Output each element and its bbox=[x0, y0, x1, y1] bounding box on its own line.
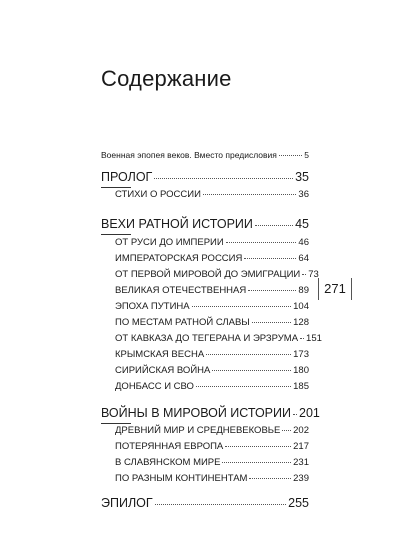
toc-chapter-page: 128 bbox=[293, 317, 309, 328]
dot-leader bbox=[249, 478, 291, 479]
dot-leader bbox=[226, 242, 297, 243]
toc-chapter-label: ЭПОХА ПУТИНА bbox=[115, 301, 190, 312]
toc-chapter-page: 217 bbox=[293, 441, 309, 452]
toc-chapter-label: ОТ РУСИ ДО ИМПЕРИИ bbox=[115, 237, 224, 248]
toc-section-prologue bbox=[101, 170, 309, 184]
dot-leader bbox=[293, 414, 297, 415]
dot-leader bbox=[225, 446, 291, 447]
toc-section-epilogue bbox=[101, 496, 309, 510]
toc-chapter-page: 73 bbox=[308, 269, 319, 280]
toc-chapter bbox=[115, 349, 309, 360]
dot-leader bbox=[300, 338, 304, 339]
dot-leader bbox=[282, 430, 291, 431]
toc-chapter-label: ПО МЕСТАМ РАТНОЙ СЛАВЫ bbox=[115, 317, 250, 328]
toc-chapter-page: 104 bbox=[293, 301, 309, 312]
toc-section-page: 35 bbox=[295, 170, 309, 184]
toc-chapter-label: СИРИЙСКАЯ ВОЙНА bbox=[115, 365, 211, 376]
toc-chapter bbox=[115, 269, 319, 280]
toc-chapter-page: 180 bbox=[293, 365, 309, 376]
toc-chapter bbox=[115, 333, 322, 344]
section-divider bbox=[101, 234, 131, 235]
page-number: 271 bbox=[318, 278, 352, 300]
toc-chapter-page: 231 bbox=[293, 457, 309, 468]
toc-entry-page: 5 bbox=[304, 150, 309, 160]
toc-chapter-page: 202 bbox=[293, 425, 309, 436]
toc-chapter bbox=[115, 441, 309, 452]
dot-leader bbox=[196, 386, 291, 387]
toc-chapter bbox=[115, 253, 309, 264]
toc-section-label: ВЕХИ РАТНОЙ ИСТОРИИ bbox=[101, 217, 253, 231]
toc-section-label: ВОЙНЫ В МИРОВОЙ ИСТОРИИ bbox=[101, 406, 291, 420]
toc-section-label: ЭПИЛОГ bbox=[101, 496, 153, 510]
toc-chapter bbox=[115, 457, 309, 468]
toc-chapter-page: 151 bbox=[306, 333, 322, 344]
dot-leader bbox=[255, 225, 293, 226]
dot-leader bbox=[302, 274, 306, 275]
toc-entry-label: Военная эпопея веков. Вместо предисловия bbox=[101, 150, 277, 160]
toc-section-page: 201 bbox=[299, 406, 320, 420]
toc-chapter bbox=[115, 189, 309, 200]
dot-leader bbox=[244, 258, 296, 259]
dot-leader bbox=[212, 370, 291, 371]
toc-chapter-page: 173 bbox=[293, 349, 309, 360]
toc-chapter-label: ПО РАЗНЫМ КОНТИНЕНТАМ bbox=[115, 473, 248, 484]
toc-chapter-page: 64 bbox=[298, 253, 309, 264]
toc-chapter bbox=[115, 381, 309, 392]
toc-chapter-label: ОТ ПЕРВОЙ МИРОВОЙ ДО ЭМИГРАЦИИ bbox=[115, 269, 301, 280]
dot-leader bbox=[154, 178, 293, 179]
toc-chapter-label: ДРЕВНИЙ МИР И СРЕДНЕВЕКОВЬЕ bbox=[115, 425, 281, 436]
dot-leader bbox=[192, 306, 292, 307]
dot-leader bbox=[222, 462, 291, 463]
toc-section-world-wars bbox=[101, 406, 320, 420]
toc-chapter bbox=[115, 301, 309, 312]
dot-leader bbox=[203, 194, 297, 195]
toc-chapter-label: ДОНБАСС И СВО bbox=[115, 381, 194, 392]
toc-chapter-page: 36 bbox=[298, 189, 309, 200]
section-divider bbox=[101, 187, 131, 188]
toc-chapter bbox=[115, 317, 309, 328]
toc-chapter bbox=[115, 285, 309, 296]
toc-entry-preface bbox=[101, 150, 309, 160]
toc-chapter-label: ОТ КАВКАЗА ДО ТЕГЕРАНА И ЭРЗРУМА bbox=[115, 333, 299, 344]
toc-section-label: ПРОЛОГ bbox=[101, 170, 153, 184]
toc-section-milestones bbox=[101, 217, 309, 231]
toc-chapter-label: В СЛАВЯНСКОМ МИРЕ bbox=[115, 457, 221, 468]
toc-chapter-page: 89 bbox=[298, 285, 309, 296]
toc-chapter-page: 46 bbox=[298, 237, 309, 248]
dot-leader bbox=[155, 504, 286, 505]
dot-leader bbox=[252, 322, 291, 323]
toc-chapter bbox=[115, 473, 309, 484]
toc-chapter bbox=[115, 365, 309, 376]
toc-section-page: 45 bbox=[295, 217, 309, 231]
dot-leader bbox=[248, 290, 296, 291]
toc-chapter bbox=[115, 425, 309, 436]
toc-chapter-label: ИМПЕРАТОРСКАЯ РОССИЯ bbox=[115, 253, 243, 264]
toc-section-page: 255 bbox=[288, 496, 309, 510]
toc-chapter-page: 239 bbox=[293, 473, 309, 484]
toc-chapter-label: КРЫМСКАЯ ВЕСНА bbox=[115, 349, 205, 360]
section-divider bbox=[101, 423, 131, 424]
toc-chapter-page: 185 bbox=[293, 381, 309, 392]
page-title: Содержание bbox=[101, 66, 232, 91]
toc-chapter-label: ВЕЛИКАЯ ОТЕЧЕСТВЕННАЯ bbox=[115, 285, 247, 296]
toc-chapter-label: ПОТЕРЯННАЯ ЕВРОПА bbox=[115, 441, 224, 452]
dot-leader bbox=[206, 354, 291, 355]
toc-chapter bbox=[115, 237, 309, 248]
dot-leader bbox=[279, 155, 302, 156]
toc-chapter-label: СТИХИ О РОССИИ bbox=[115, 189, 201, 200]
